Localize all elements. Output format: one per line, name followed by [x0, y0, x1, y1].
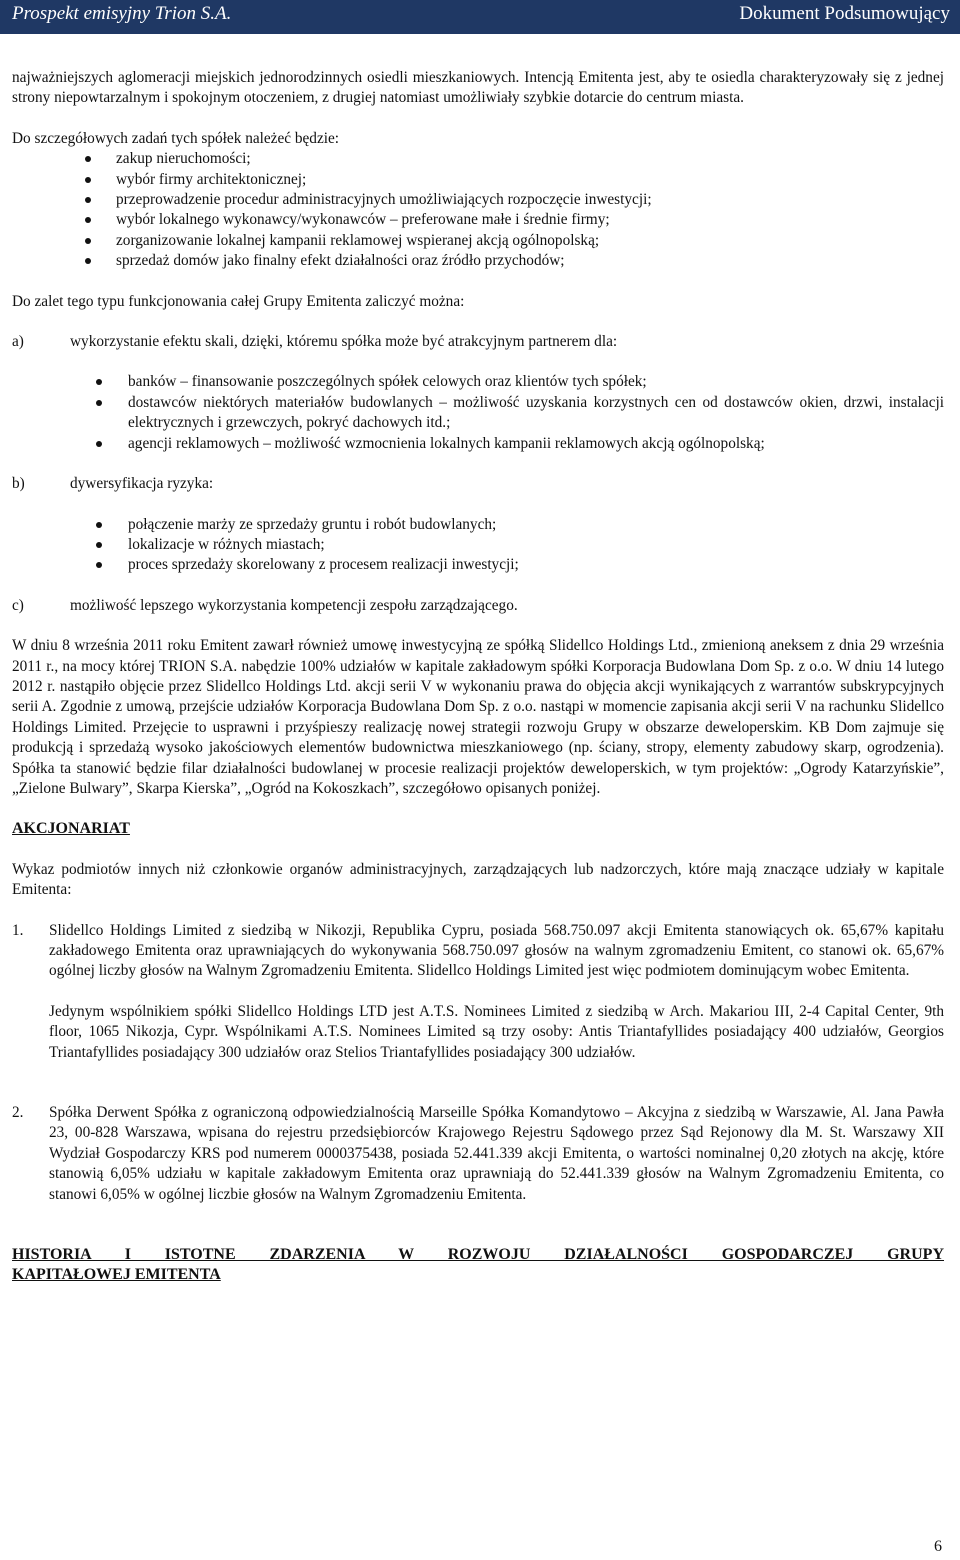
list-item: proces sprzedaży skorelowany z procesem realizacji inwestycji; — [12, 555, 944, 575]
section-heading-shareholders: AKCJONARIAT — [12, 820, 130, 838]
bullet-icon — [85, 238, 91, 244]
advantage-a: a) wykorzystanie efektu skali, dzięki, któremu spółka może być atrakcyjnym partnerem dla: — [12, 333, 618, 351]
bullet-icon — [85, 156, 91, 162]
bullet-icon — [96, 562, 102, 568]
advantage-c: c) możliwość lepszego wykorzystania kompetencji zespołu zarządzającego. — [12, 596, 518, 614]
list-item: dostawców niektórych materiałów budowlanych – możliwość uzyskania korzystnych cen od dostawców okien, drzwi, instalacji elektrycznych i grzewczych, pokryć dachowych itd.; — [12, 393, 944, 434]
list-item: agencji reklamowych – możliwość wzmocnienia lokalnych kampanii reklamowych akcją ogólnopolską; — [12, 434, 944, 454]
document-body — [12, 68, 944, 1286]
page-number: 6 — [934, 1538, 942, 1555]
list-item: połączenie marży ze sprzedaży gruntu i robót budowlanych; — [12, 515, 944, 535]
list-item: zorganizowanie lokalnej kampanii reklamowej wspieranej akcją ogólnopolską; — [12, 231, 944, 251]
bullet-icon — [85, 197, 91, 203]
list-item: wybór lokalnego wykonawcy/wykonawców – preferowane małe i średnie firmy; — [12, 210, 944, 230]
bullet-icon — [96, 441, 102, 447]
shareholder-1: 1. Slidellco Holdings Limited z siedzibą w Nikozji, Republika Cypru, posiada 568.750.097 akcji Emitenta stanowiących ok. 65,67% kapitału zakładowego Emitenta oraz uprawniających do wykonywania 568.750.097 głosów na walnym zgromadzeniu Emitent, co stanowi ok. 65,67% ogólnej liczby głosów na Walnym Zgromadzeniu Emitenta. Slidellco Holdings Limited jest więc podmiotem dominującym wobec Emitenta. Jedynym wspólnikiem spółki Slidellco Holdings LTD jest A.T.S. Nominees Limited z siedzibą w Arch. Makariou III, 2-4 Capital Center, 9th floor, 1065 Nikozja, Cypr. Wspólnikami A.T.S. Nominees Limited są trzy osoby: Antis Triantafyllides posiadający 400 udziałów, Georgios Triantafyllides posiadający 300 udziałów oraz Stelios Triantafyllides posiadający 300 udziałów. — [12, 921, 944, 1061]
paragraph-shareholders-intro: Wykaz podmiotów innych niż członkowie organów administracyjnych, zarządzających lub nadzorczych, które mają znaczące udziały w kapitale Emitenta: — [12, 860, 944, 899]
shareholder-2: 2. Spółka Derwent Spółka z ograniczoną odpowiedzialnością Marseille Spółka Komandytowo – Akcyjna z siedzibą w Warszawie, Al. Jana Pawła 23, 00-828 Warszawa, wpisana do rejestru przedsiębiorców Krajowego Rejestru Sądowego przez Sąd Rejonowy dla M. St. Warszawy XII Wydział Gospodarczy KRS pod numerem 0000375438, posiada 52.441.339 akcji Emitenta, o wartości nominalnej 0,20 złotych na akcję, które stanowią 6,05% udziału w kapitale zakładowym Emitenta oraz uprawniają do 52.441.339 głosów na Walnym Zgromadzeniu Emitenta, co stanowi 6,05% w ogólnej liczbie głosów na Walnym Zgromadzeniu Emitenta. — [12, 1104, 944, 1203]
header-document-title: Prospekt emisyjny Trion S.A. — [12, 3, 232, 24]
list-item: lokalizacje w różnych miastach; — [12, 535, 944, 555]
risk-list — [12, 515, 944, 576]
page-header — [0, 0, 960, 34]
tasks-list — [12, 149, 944, 271]
bullet-icon — [96, 400, 102, 406]
list-item: zakup nieruchomości; — [12, 149, 944, 169]
section-heading-history: HISTORIA I ISTOTNE ZDARZENIA W ROZWOJU DZIAŁALNOŚCI GOSPODARCZEJ GRUPY — [12, 1246, 944, 1264]
advantage-b: b) dywersyfikacja ryzyka: — [12, 475, 214, 493]
section-heading-history-line2: KAPITAŁOWEJ EMITENTA — [12, 1266, 221, 1284]
paragraph-tasks-intro: Do szczegółowych zadań tych spółek należeć będzie: — [12, 129, 340, 147]
paragraph-intro: najważniejszych aglomeracji miejskich jednorodzinnych osiedli mieszkaniowych. Intencją Emitenta jest, aby te osiedla charakteryzowały się z jednej strony niepowtarzalnym i spokojnym otoczeniem, z drugiej natomiast umożliwiały szybkie dotarcie do centrum miasta. — [12, 69, 944, 107]
bullet-icon — [85, 217, 91, 223]
bullet-icon — [85, 177, 91, 183]
bullet-icon — [96, 542, 102, 548]
bullet-icon — [96, 522, 102, 528]
list-item: sprzedaż domów jako finalny efekt działalności oraz źródło przychodów; — [12, 251, 944, 271]
header-section-title: Dokument Podsumowujący — [739, 3, 950, 24]
list-item: banków – finansowanie poszczególnych spółek celowych oraz klientów tych spółek; — [12, 372, 944, 392]
bullet-icon — [85, 258, 91, 264]
paragraph-advantages-intro: Do zalet tego typu funkcjonowania całej Grupy Emitenta zaliczyć można: — [12, 292, 465, 310]
paragraph-investment-agreement: W dniu 8 września 2011 roku Emitent zawarł również umowę inwestycyjną ze spółką Slidellco Holdings Ltd., zmienioną aneksem z dnia 29 września 2011 r., na mocy której TRION S.A. nabędzie 100% udziałów w kapitale zakładowym spółki Korporacja Budowlana Dom Sp. z o.o. W dniu 14 lutego 2012 r. nastąpiło objęcie przez Slidellco Holdings Ltd. akcji serii V w wykonaniu prawa do objęcia akcji wynikających z warrantów subskrypcyjnych serii A. Zgodnie z umową, przejście udziałów Korporacja Budowlana Dom Sp. z o.o. nastąpi w momencie zapisania akcji serii V na rachunku Slidellco Holdings Limited. Przejęcie to usprawni i przyśpieszy realizację nowej strategii rozwoju Grupy w obszarze deweloperskim. KB Dom zajmuje się produkcją i sprzedażą wysoko jakościowych elementów budownictwa mieszkaniowego (np. ściany, stropy, elementy zabudowy skarp, ogrodzenia). Spółka ta stanowić będzie filar działalności budowlanej w procesie realizacji projektów deweloperskich, w tym projektów: „Ogrody Katarzyńskie”, „Zielone Bulwary”, Skarpa Kierska”, „Ogród na Kokoszkach”, szczegółowo opisanych poniżej. — [12, 637, 944, 797]
partners-list — [12, 372, 944, 454]
bullet-icon — [96, 379, 102, 385]
list-item: wybór firmy architektonicznej; — [12, 170, 944, 190]
list-item: przeprowadzenie procedur administracyjnych umożliwiających rozpoczęcie inwestycji; — [12, 190, 944, 210]
